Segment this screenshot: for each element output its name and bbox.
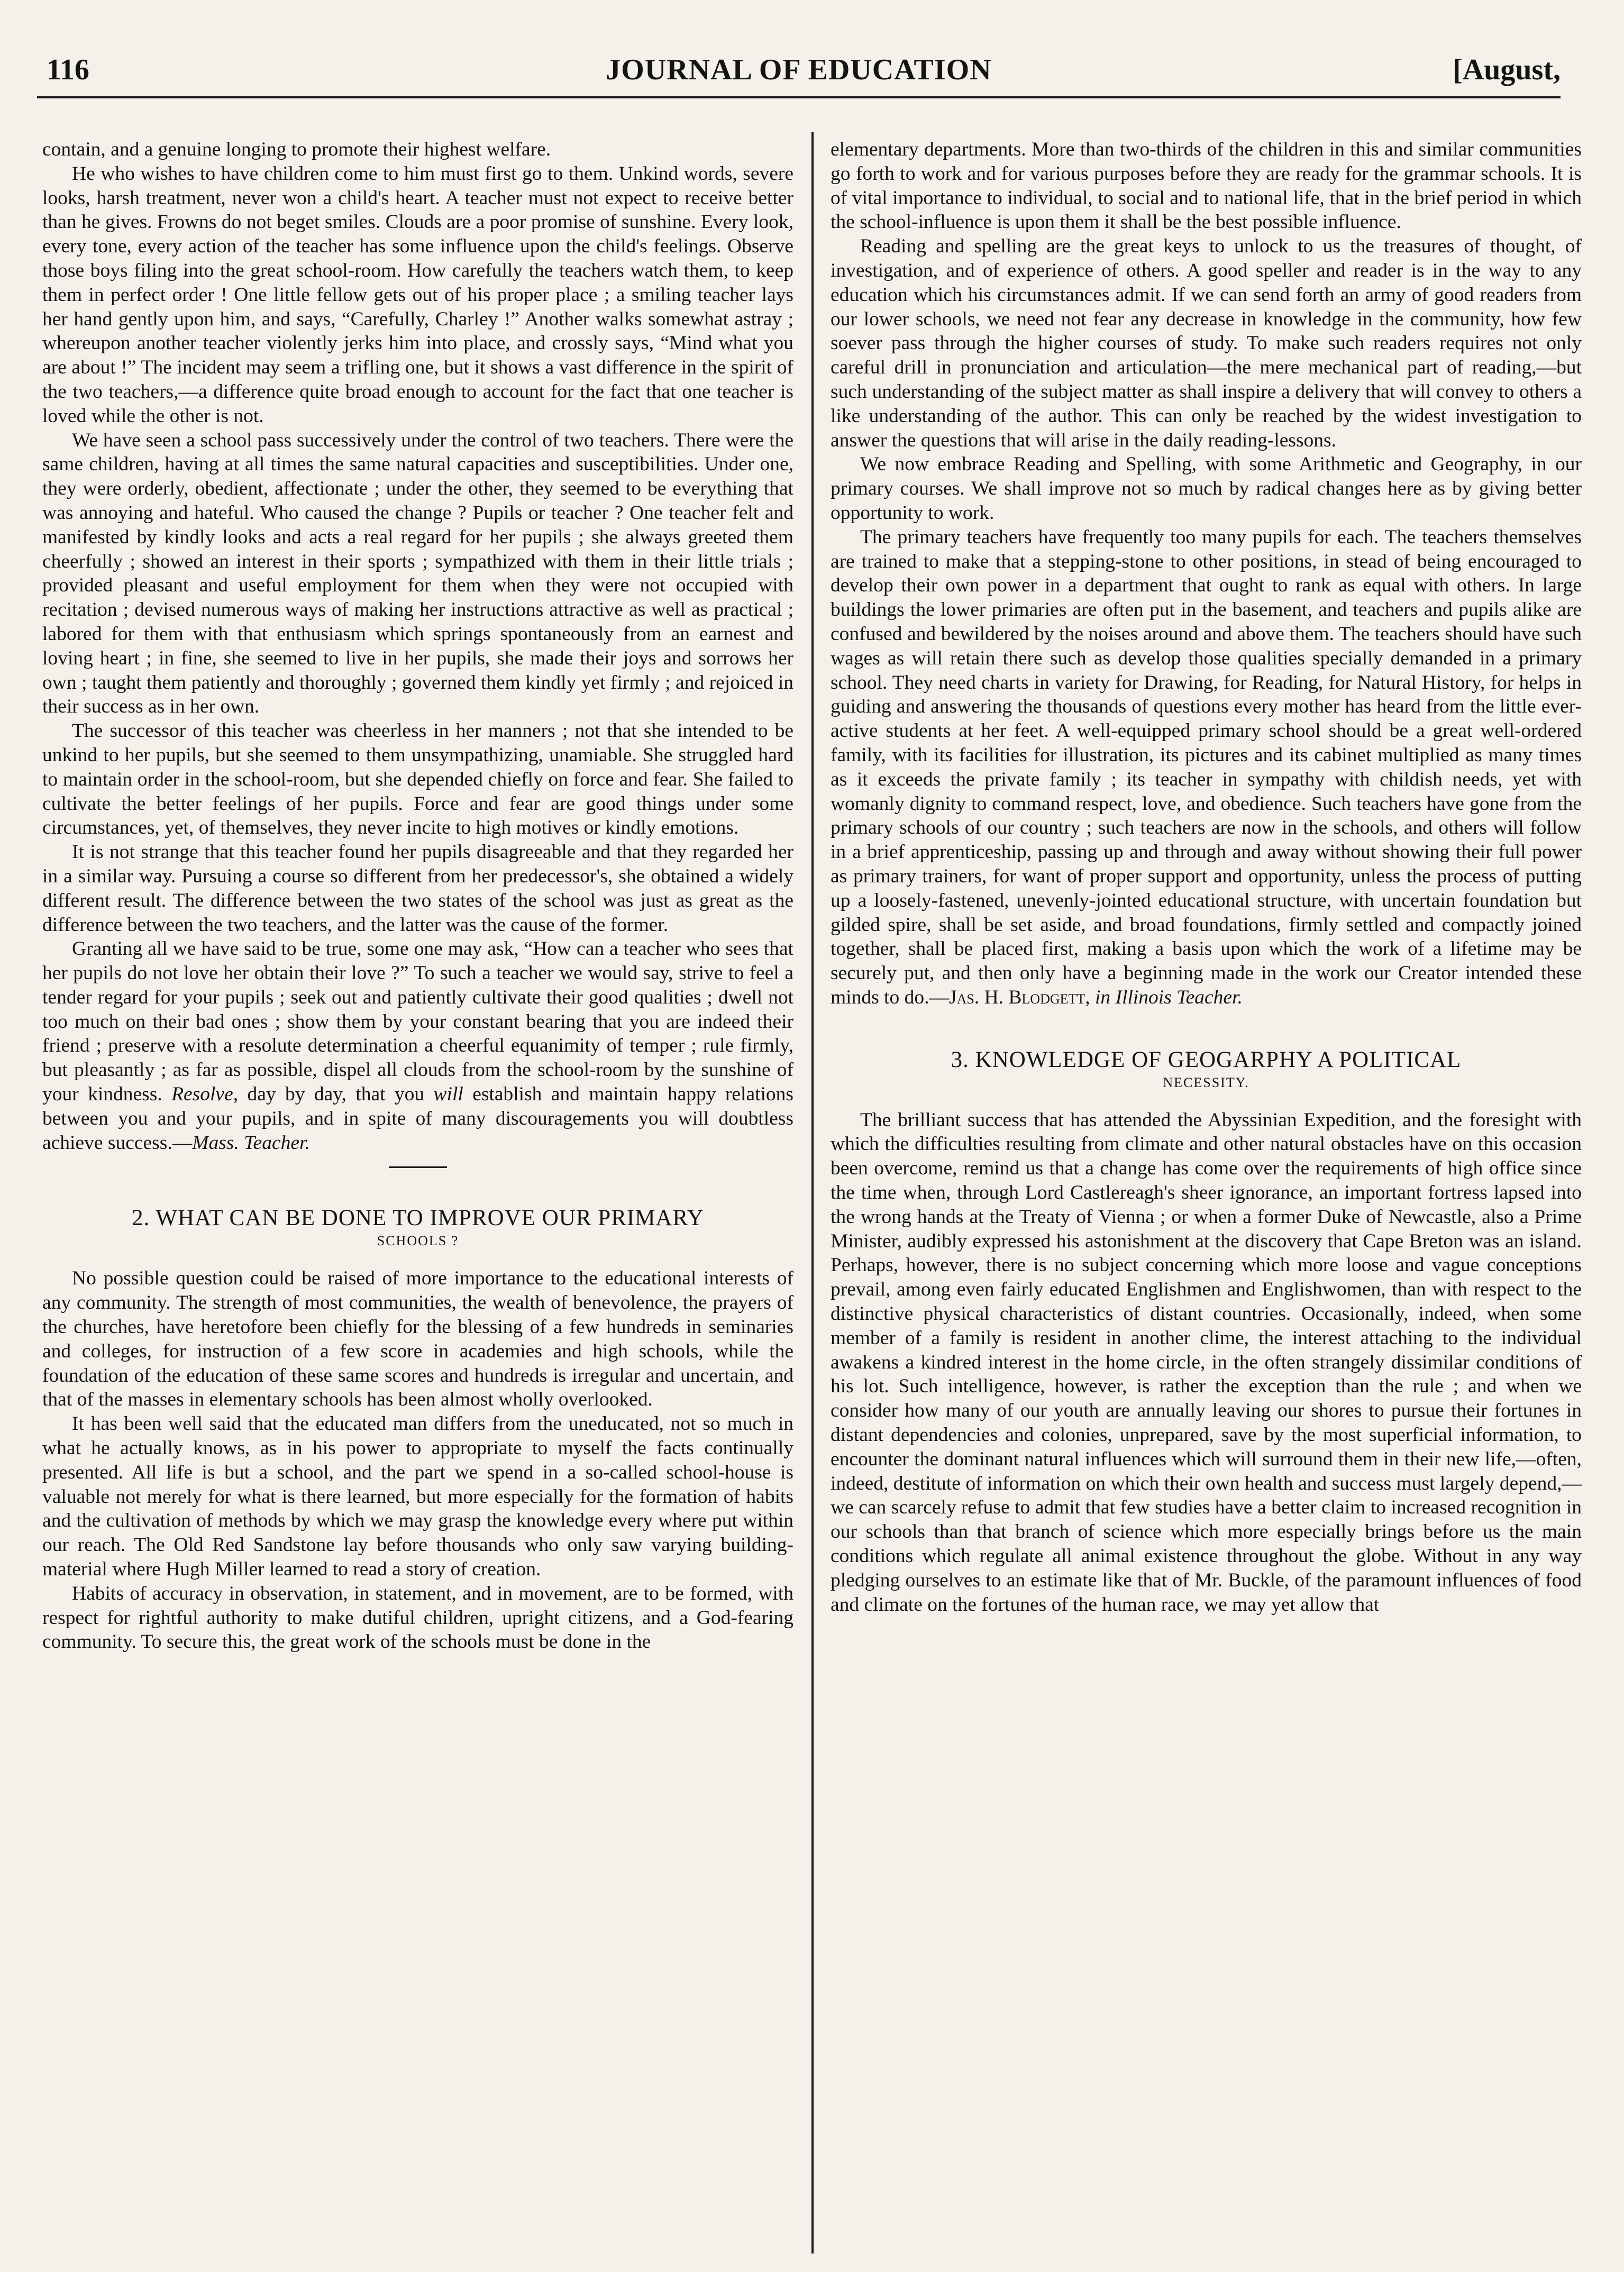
paragraph: He who wishes to have children come to him must first go to them. Unkind words, severe looks, harsh treatment, never won a child's heart. A teacher must not expect to receive better than he gives. Frowns do not beget smiles. Clouds are a poor promise of sunshine. Every look, every tone, every action of the teacher has some influence upon the child's feelings. Observe those boys filing into the great school-room. How carefully the teachers watch them, to keep them in perfect order ! One little fellow gets out of his proper place ; a smiling teacher lays her hand gently upon him, and says, “Carefully, Charley !” Another walks somewhat astray ; whereupon another teacher violently jerks him into place, and crossly says, “Mind what you are about !” The incident may seem a trifling one, but it shows a vast difference in the spirit of the two teachers,—a difference quite broad enough to account for the fact that one teacher is loved while the other is not. xyxy=(42,162,793,427)
paragraph: We now embrace Reading and Spelling, with some Arithmetic and Geography, in our primary courses. We shall improve not so much by radical changes here as by giving better opportunity to work. xyxy=(831,453,1582,524)
paragraph: No possible question could be raised of more importance to the educational interests of any community. The strength of most communities, the wealth of benevolence, the prayers of the churches, have heretofore been chiefly for the blessing of a few hundreds in seminaries and colleges, for instruction of a few score in academies and high schools, while the foundation of the education of these same scores and hundreds is irregular and uncertain, and that of the masses in elementary schools has been almost wholly overlooked. xyxy=(42,1267,793,1411)
source-citation: in Illinois Teacher. xyxy=(1095,986,1243,1008)
issue-month: [August, xyxy=(1453,53,1561,86)
section-subtitle: SCHOOLS ? xyxy=(377,1233,459,1249)
paragraph: Reading and spelling are the great keys to unlock to us the treasures of thought, of investigation, and of experience of others. A good speller and reader is in the way to any education which his circumstances admit. If we can send forth an army of good readers from our lower schools, we need not fear any decrease in knowledge in the community, how few soever pass through the higher courses of study. To make such readers requires not only careful drill in pronunciation and articulation—the mere mechanical part of reading,—but such understanding of the subject matter as shall inspire a delivery that will convey to others a like understanding of the author. This can only be reached by the widest investigation to answer the questions that will arise in the daily reading-lessons. xyxy=(831,235,1582,451)
page-header xyxy=(37,49,1561,94)
paragraph: contain, and a genuine longing to promote their highest welfare. xyxy=(42,139,551,160)
section-subtitle: NECESSITY. xyxy=(1163,1074,1249,1090)
paragraph: We have seen a school pass successively under the control of two teachers. There were the same children, having at all times the same natural capacities and susceptibilities. Under one, they were orderly, obedient, affectionate ; under the other, they seemed to be everything that was annoying and hateful. Who caused the change ? Pupils or teacher ? One teacher felt and manifested by kindly looks and acts a real regard for her pupils ; she always greeted them cheerfully ; showed an interest in their sports ; sympathized with them in their little trials ; provided pleasant and useful employment for them when they were not occupied with recitation ; devised numerous ways of making her instructions attractive as well as practical ; labored for them with that enthusiasm which springs spontaneously from an earnest and loving heart ; in fine, she seemed to live in her pupils, she made their joys and sorrows her own ; taught them patiently and thoroughly ; governed them kindly yet firmly ; and rejoiced in their success as in her own. xyxy=(42,429,793,718)
section-rule xyxy=(389,1166,447,1168)
section-title: 2. WHAT CAN BE DONE TO IMPROVE OUR PRIMARY xyxy=(132,1206,704,1231)
emphasis-text: Resolve, xyxy=(171,1083,239,1106)
section-title: 3. KNOWLEDGE OF GEOGARPHY A POLITICAL xyxy=(951,1047,1462,1072)
paragraph: It is not strange that this teacher found her pupils disagreeable and that they regarded her in a similar way. Pursuing a course so different from her predecessor's, she obtained a widely different result. The difference between the two states of the school was just as great as the difference between the two teachers, and the latter was the cause of the former. xyxy=(42,841,793,936)
emphasis-text: will xyxy=(433,1083,463,1106)
header-rule xyxy=(37,96,1561,98)
text-run: The primary teachers have frequently too many pupils for each. The teachers themselves are trained to make that a stepping-stone to other positions, in stead of being encouraged to develop their own power in a department that ought to rank as equal with others. In large buildings the lower primaries are often put in the basement, and teachers and pupils alike are confused and bewildered by the noises around and above them. The teachers should have such wages as will retain there such as develop those qualities specially demanded in a primary school. They need charts in variety for Drawing, for Reading, for Natural History, for helps in guiding and answering the thousands of questions every mother has heard from the little ever-active students at her feet. A well-equipped primary school should be a great well-ordered family, with its facilities for illustration, its pictures and its cabinet multiplied as many times as it exceeds the private family ; its teacher in sympathy with childish needs, yet with womanly dignity to command respect, love, and obedience. Such teachers have gone from the primary schools of our country ; such teachers are now in the schools, and others will follow in a brief apprenticeship, passing up and through and away without showing their full power as primary trainers, for want of proper support and opportunity, unless the process of putting up a loosely-fastened, unevenly-jointed educational structure, with uncertain foundation but gilded spire, shall be set aside, and broad foundations, firmly settled and compactly joined together, shall be placed first, making a basis upon which the work of a lifetime may be securely put, and then only have a beginning made in the work our Creator intended these minds to do.— xyxy=(831,526,1582,1008)
column-divider xyxy=(811,132,814,2253)
left-column xyxy=(42,138,793,1654)
author-signature: Jas. H. Blodgett, xyxy=(948,986,1090,1008)
paragraph: The successor of this teacher was cheerless in her manners ; not that she intended to be unkind to her pupils, but she seemed to them unsympathizing, unamiable. She struggled hard to maintain order in the school-room, but she depended chiefly on force and fear. She failed to cultivate the better feelings of her pupils. Force and fear are good things under some circumstances, yet, of themselves, they never incite to high motives or kindly emotions. xyxy=(42,720,793,839)
page-number: 116 xyxy=(47,53,89,86)
paragraph xyxy=(831,525,1582,1010)
journal-title: JOURNAL OF EDUCATION xyxy=(606,53,992,86)
paragraph: It has been well said that the educated man differs from the uneducated, not so much in what he actually knows, as in his power to appropriate to myself the facts continually presented. All life is but a school, and the part we spend in a so-called school-house is valuable not merely for what is there learned, but more especially for the formation of habits and the cultivation of methods by which we may grasp the knowledge every where put within our reach. The Old Red Sandstone lay before thousands who only saw varying building-material where Hugh Miller learned to read a story of creation. xyxy=(42,1413,793,1581)
paragraph: The brilliant success that has attended the Abyssinian Expedition, and the foresight with which the difficulties resulting from climate and other natural obstacles have on this occasion been overcome, remind us that a change has come over the requirements of high office since the time when, through Lord Castlereagh's sheer ignorance, an important fortress lapsed into the wrong hands at the Treaty of Vienna ; or when a former Duke of Newcastle, also a Prime Minister, audibly expressed his astonishment at the discovery that Cape Breton was an island. Perhaps, however, there is no subject concerning which more loose and vague conceptions prevail, among even fairly educated Englishmen and Englishwomen, than with respect to the distinctive physical characteristics of distant countries. Occasionally, indeed, when some member of a family is resident in another clime, the interest attaching to the individual awakens a kindred interest in the home circle, in the often strangely dissimilar conditions of his lot. Such intelligence, however, is rather the exception than the rule ; and when we consider how many of our youth are annually leaving our shores to pursue their fortunes in distant dependencies and colonies, unprepared, save by the most superficial information, to encounter the dominant natural influences which will surround them in their new life,—often, indeed, destitute of information on which their own health and success must largely depend,—we can scarcely refuse to admit that few studies have a better claim to increased recognition in our schools than that branch of science which more especially brings before us the main conditions which regulate all animal existence throughout the globe. Without in any way pledging ourselves to an estimate like that of Mr. Buckle, of the paramount influences of food and climate on the fortunes of the human race, we may yet allow that xyxy=(831,1109,1582,1616)
right-column xyxy=(831,138,1582,1617)
paragraph: Habits of accuracy in observation, in statement, and in movement, are to be formed, with respect for rightful authority to make dutiful children, upright citizens, and a God-fearing community. To secure this, the great work of the schools must be done in the xyxy=(42,1582,793,1653)
text-run: Granting all we have said to be true, some one may ask, “How can a teacher who sees that her pupils do not love her obtain their love ?” To such a teacher we would say, strive to feel a tender regard for your pupils ; seek out and patiently cultivate their good qualities ; dwell not too much on their bad ones ; show them by your constant bearing that you are indeed their friend ; preserve with a resolute determination a cheerful equanimity of temper ; rule firmly, but pleasantly ; as far as possible, dispel all clouds from the school-room by the sunshine of your kindness. xyxy=(42,938,793,1106)
text-run: establish and maintain happy relations between you and your pupils, and in spite of many discouragements you will doubtless achieve success.— xyxy=(42,1083,794,1154)
text-run: day by day, that you xyxy=(247,1083,425,1106)
paragraph: elementary departments. More than two-thirds of the children in this and similar communities go forth to work and for various purposes before they are ready for the grammar schools. It is of vital importance to individual, to social and to national life, that in the brief period in which the school-influence is upon them it shall be the best possible influence. xyxy=(831,139,1582,233)
paragraph xyxy=(42,937,793,1155)
source-citation: Mass. Teacher. xyxy=(192,1132,310,1154)
